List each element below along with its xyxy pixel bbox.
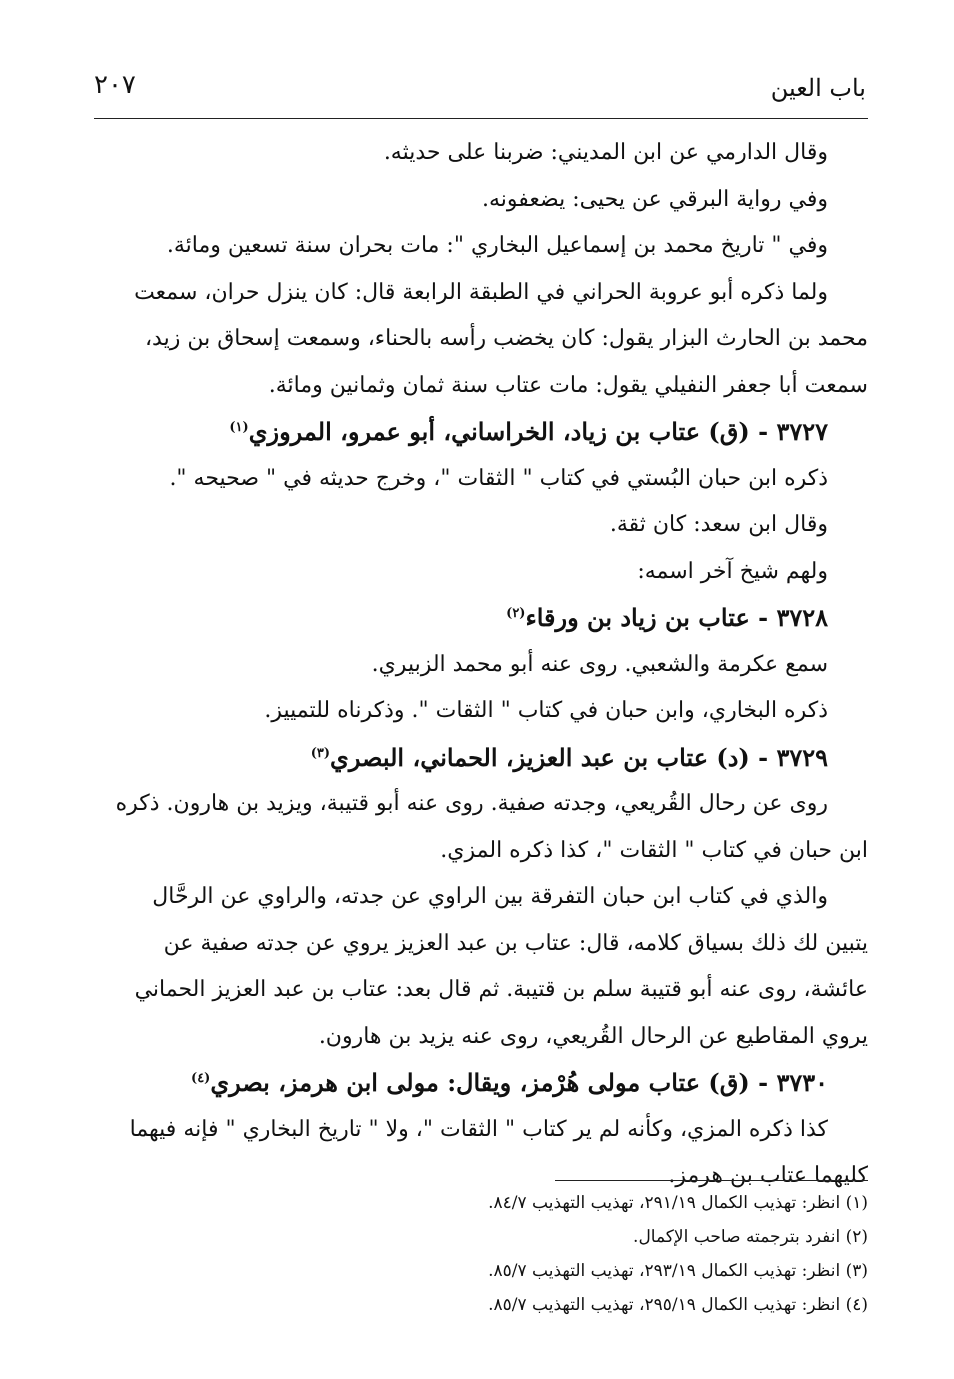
text-line: ذكره ابن حبان البُستي في كتاب " الثقات "، وخرج حديثه في " صحيحه ". bbox=[169, 465, 828, 491]
text-line: ولهم شيخ آخر اسمه: bbox=[637, 558, 828, 584]
main-text bbox=[94, 130, 868, 1200]
entry-heading-text: ٣٧٢٨ - عتاب بن زياد بن ورقاء bbox=[525, 603, 828, 632]
text-line: سمع عكرمة والشعبي. روى عنه أبو محمد الزبيري. bbox=[371, 651, 828, 677]
footnote: (١) انظر: تهذيب الكمال ٢٩١/١٩، تهذيب التهذيب ٨٤/٧. bbox=[488, 1193, 868, 1213]
footnote: (٤) انظر: تهذيب الكمال ٢٩٥/١٩، تهذيب التهذيب ٨٥/٧. bbox=[488, 1295, 868, 1315]
entry-heading-3729 bbox=[94, 735, 868, 782]
text-line: كليهما عتاب بن هرمز. bbox=[668, 1163, 868, 1188]
text-line: ذكره البخاري، وابن حبان في كتاب " الثقات ". وذكرناه للتمييز. bbox=[264, 698, 828, 723]
entry-heading-text: ٣٧٢٧ - (ق) عتاب بن زياد، الخراساني، أبو عمرو، المروزي bbox=[248, 417, 828, 446]
footnote: (٢) انفرد بترجمته صاحب الإكمال. bbox=[633, 1227, 868, 1247]
entry-heading-3728 bbox=[94, 595, 868, 642]
text-line: والذي في كتاب ابن حبان التفرقة بين الراوي عن جدته، والراوي عن الرحَّال bbox=[152, 884, 828, 909]
text-line: وقال ابن سعد: كان ثقة. bbox=[609, 512, 828, 537]
text-line: كذا ذكره المزي، وكأنه لم ير كتاب " الثقات "، ولا " تاريخ البخاري " فإنه فيهما bbox=[129, 1116, 828, 1142]
entry-heading-text: ٣٧٣٠ - (ق) عتاب مولى هُرْمز، ويقال: مولى ابن هرمز، بصري bbox=[210, 1068, 828, 1097]
footnote-ref: (٤) bbox=[191, 1071, 211, 1086]
text-line: سمعت أبا جعفر النفيلي يقول: مات عتاب سنة ثمان وثمانين ومائة. bbox=[268, 372, 868, 398]
text-line: ابن حبان في كتاب " الثقات "، كذا ذكره المزي. bbox=[440, 837, 868, 863]
text-line: وفي " تاريخ محمد بن إسماعيل البخاري ": مات بحران سنة تسعين ومائة. bbox=[166, 233, 828, 258]
text-line: ولما ذكره أبو عروبة الحراني في الطبقة الرابعة قال: كان ينزل حران، سمعت bbox=[134, 279, 828, 305]
footnote-ref: (١) bbox=[229, 420, 249, 435]
text-line: عائشة، روى عنه أبو قتيبة سلم بن قتيبة. ثم قال بعد: عتاب بن عبد العزيز الحماني bbox=[134, 977, 868, 1002]
footnotes bbox=[94, 1186, 868, 1322]
footnote-ref: (٢) bbox=[506, 606, 526, 621]
running-title: باب العين bbox=[770, 74, 866, 102]
entry-heading-text: ٣٧٢٩ - (د) عتاب بن عبد العزيز، الحماني، البصري bbox=[330, 742, 828, 772]
footnote: (٣) انظر: تهذيب الكمال ٢٩٣/١٩، تهذيب التهذيب ٨٥/٧. bbox=[488, 1261, 868, 1281]
text-line: محمد بن الحارث البزار يقول: كان يخضب رأسه بالحناء، وسمعت إسحاق بن زيد، bbox=[144, 326, 868, 351]
text-line: روى عن رحال القُريعي، وجدته صفية. روى عنه أبو قتيبة، ويزيد بن هارون. ذكره bbox=[115, 791, 828, 816]
page-number: ٢٠٧ bbox=[94, 70, 136, 100]
page-header bbox=[94, 62, 868, 119]
text-line: وقال الدارمي عن ابن المديني: ضربنا على حديثه. bbox=[383, 140, 828, 165]
entry-heading-3727 bbox=[94, 409, 868, 456]
text-line: يتبين لك ذلك بسياق كلامه، قال: عتاب بن عبد العزيز يروي عن جدته صفية عن bbox=[163, 930, 868, 956]
footnote-ref: (٣) bbox=[310, 745, 331, 761]
entry-heading-3730 bbox=[94, 1060, 868, 1107]
text-line: يروي المقاطيع عن الرحال القُريعي، روى عنه يزيد بن هارون. bbox=[318, 1023, 868, 1049]
footnote-divider bbox=[555, 1180, 868, 1181]
text-line: وفي رواية البرقي عن يحيى: يضعفونه. bbox=[482, 186, 828, 212]
